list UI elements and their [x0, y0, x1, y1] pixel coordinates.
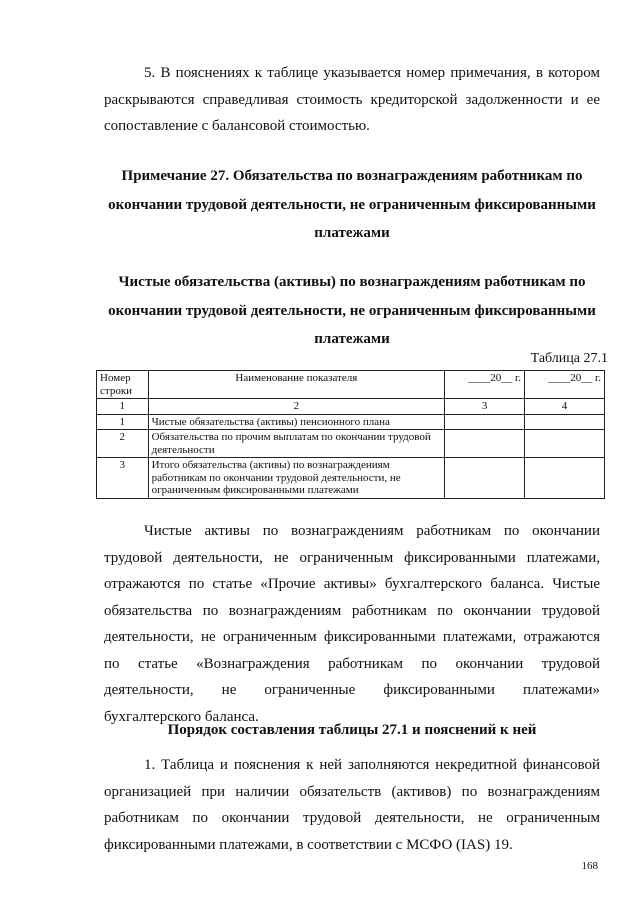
- paragraph-5: 5. В пояснениях к таблице указывается номер примечания, в котором раскрываются справедливая стоимость кредиторской задолженности и ее сопоставление с балансовой стоимостью.: [104, 65, 600, 134]
- header-indicator-name: Наименование показателя: [148, 371, 445, 399]
- column-number: 2: [148, 399, 445, 415]
- row-name: Обязательства по прочим выплатам по окончании трудовой деятельности: [148, 430, 445, 458]
- row-value-cell: [525, 414, 605, 430]
- note-heading: Примечание 27. Обязательства по вознаграждениям работникам по окончании трудовой деятельности, не ограниченным фиксированными платежами: [108, 168, 596, 241]
- row-value-cell: [445, 430, 525, 458]
- header-year-1: ____20__ г.: [445, 371, 525, 399]
- row-name: Итого обязательства (активы) по вознаграждениям работникам по окончании трудовой деятельности, не ограниченным фиксированными платежами: [148, 458, 445, 499]
- row-value-cell: [525, 430, 605, 458]
- header-row-number: Номер строки: [97, 371, 149, 399]
- row-number: 2: [97, 430, 149, 458]
- header-year-2: ____20__ г.: [525, 371, 605, 399]
- row-name: Чистые обязательства (активы) пенсионного плана: [148, 414, 445, 430]
- table-header-row: [97, 371, 605, 399]
- table-caption: Таблица 27.1: [530, 351, 608, 366]
- column-number: 1: [97, 399, 149, 415]
- row-value-cell: [445, 414, 525, 430]
- page-number: 168: [581, 860, 598, 872]
- procedure-heading: Порядок составления таблицы 27.1 и пояснений к ней: [167, 722, 537, 738]
- row-value-cell: [525, 458, 605, 499]
- row-value-cell: [445, 458, 525, 499]
- table-row: [97, 430, 605, 458]
- paragraph-1: 1. Таблица и пояснения к ней заполняются некредитной финансовой организацией при наличии обязательств (активов) по вознаграждениям работникам по окончании трудовой деятельности, не ограниченным фиксированными платежами, в соответствии с МСФО (IAS) 19.: [104, 757, 600, 853]
- table-row: [97, 414, 605, 430]
- table-heading: Чистые обязательства (активы) по вознаграждениям работникам по окончании трудовой деятельности, не ограниченным фиксированными платежами: [108, 274, 596, 347]
- column-number-row: [97, 399, 605, 415]
- column-number: 4: [525, 399, 605, 415]
- table-27-1: [96, 370, 605, 499]
- column-number: 3: [445, 399, 525, 415]
- row-number: 1: [97, 414, 149, 430]
- explanation-paragraph: Чистые активы по вознаграждениям работникам по окончании трудовой деятельности, не ограниченным фиксированными платежами, отражаются по статье «Прочие активы» бухгалтерского баланса. Чистые обязательства по вознаграждениям работникам по окончании трудовой деятельности, не ограниченным фиксированными платежами, отражаются по статье «Вознаграждения работникам по окончании трудовой деятельности, не ограниченные фиксированными платежами» бухгалтерского баланса.: [104, 523, 600, 725]
- table-row: [97, 458, 605, 499]
- row-number: 3: [97, 458, 149, 499]
